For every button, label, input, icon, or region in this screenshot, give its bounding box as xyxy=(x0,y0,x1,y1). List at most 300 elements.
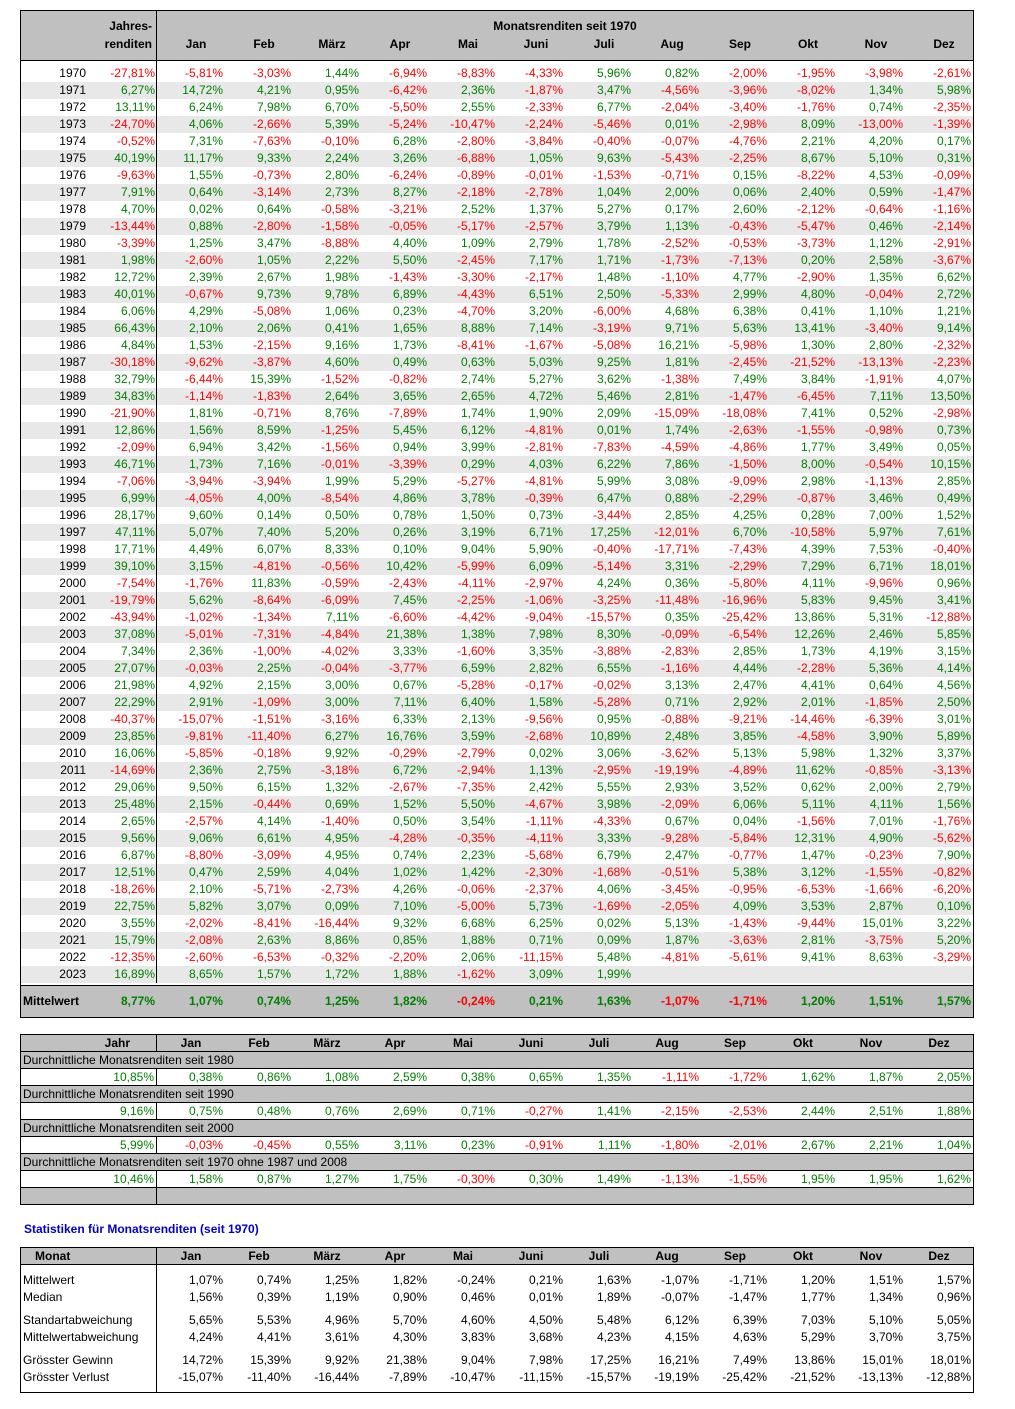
monthly-return-cell: 2,39% xyxy=(188,270,223,284)
monthly-return-cell: 1,73% xyxy=(800,644,835,658)
monthly-return-cell: 2,75% xyxy=(256,763,291,777)
monthly-return-cell: 0,64% xyxy=(868,678,903,692)
monthly-return-cell: 7,45% xyxy=(392,593,427,607)
monthly-return-cell: -3,40% xyxy=(864,321,903,335)
monthly-return-cell: 6,28% xyxy=(392,134,427,148)
monthly-return-cell: -2,45% xyxy=(728,355,767,369)
annual-return-cell: 66,43% xyxy=(114,321,155,335)
annual-return-cell: 22,75% xyxy=(114,899,155,913)
stats-value-cell: -0,07% xyxy=(660,1290,699,1304)
annual-return-cell: 27,07% xyxy=(114,661,155,675)
monthly-return-cell: -2,80% xyxy=(252,219,291,233)
month-header-6: Juli xyxy=(588,1249,610,1263)
monthly-return-cell: -0,82% xyxy=(388,372,427,386)
monthly-return-cell: -0,35% xyxy=(456,831,495,845)
monthly-return-cell: 4,95% xyxy=(324,831,359,845)
monthly-return-cell: -1,10% xyxy=(660,270,699,284)
monthly-return-cell: -0,89% xyxy=(456,168,495,182)
monthly-return-cell: -8,83% xyxy=(456,66,495,80)
monthly-return-cell: 6,25% xyxy=(528,916,563,930)
monthly-return-cell: 2,81% xyxy=(800,933,835,947)
monthly-return-cell: 1,30% xyxy=(800,338,835,352)
monthly-return-cell: 3,41% xyxy=(936,593,971,607)
monthly-return-cell: 4,20% xyxy=(868,134,903,148)
monthly-return-cell: 1,73% xyxy=(392,338,427,352)
monthly-return-cell: 6,12% xyxy=(460,423,495,437)
table-row xyxy=(21,745,973,762)
stats-value-cell: 9,04% xyxy=(460,1353,495,1367)
monthly-return-cell: 2,85% xyxy=(664,508,699,522)
monthly-return-cell: 3,33% xyxy=(392,644,427,658)
year-cell: 2019 xyxy=(59,899,86,913)
monthly-return-cell: -0,39% xyxy=(524,491,563,505)
monthly-return-cell: 1,53% xyxy=(188,338,223,352)
monthly-return-cell: 2,01% xyxy=(800,695,835,709)
average-month-cell: -1,55% xyxy=(728,1172,767,1186)
monthly-return-cell: -0,29% xyxy=(388,746,427,760)
monthly-return-cell: 3,33% xyxy=(596,831,631,845)
year-cell: 1995 xyxy=(59,491,86,505)
annual-return-cell: 6,27% xyxy=(120,83,155,97)
monthly-return-cell: -12,88% xyxy=(926,610,971,624)
monthly-return-cell: -9,04% xyxy=(524,610,563,624)
monthly-return-cell: -0,56% xyxy=(320,559,359,573)
monthly-return-cell: 7,41% xyxy=(800,406,835,420)
monthly-return-cell: 1,05% xyxy=(256,253,291,267)
stats-value-cell: 0,01% xyxy=(528,1290,563,1304)
monthly-return-cell: 1,71% xyxy=(596,253,631,267)
monthly-return-cell: -5,98% xyxy=(728,338,767,352)
monthly-return-cell: 9,04% xyxy=(460,542,495,556)
annual-return-cell: 34,83% xyxy=(114,389,155,403)
monthly-return-cell: -2,91% xyxy=(932,236,971,250)
monthly-return-cell: 2,09% xyxy=(596,406,631,420)
monthly-return-cell: 17,25% xyxy=(590,525,631,539)
table-row xyxy=(21,575,973,592)
monthly-return-cell: -1,55% xyxy=(864,865,903,879)
annual-return-cell: -2,09% xyxy=(116,440,155,454)
monthly-return-cell: -2,29% xyxy=(728,491,767,505)
average-month-cell: -0,45% xyxy=(252,1138,291,1152)
monthly-return-cell: -6,42% xyxy=(388,83,427,97)
annual-return-cell: 29,06% xyxy=(114,780,155,794)
monthly-return-cell: 4,92% xyxy=(188,678,223,692)
monthly-return-cell: -0,54% xyxy=(864,457,903,471)
monthly-return-cell: 0,64% xyxy=(256,202,291,216)
average-month-cell: 1,41% xyxy=(596,1104,631,1118)
monthly-return-cell: -4,67% xyxy=(524,797,563,811)
monthly-return-cell: -1,13% xyxy=(864,474,903,488)
monthly-return-cell: 2,59% xyxy=(256,865,291,879)
monthly-return-cell: 0,10% xyxy=(392,542,427,556)
monthly-return-cell: 8,30% xyxy=(596,627,631,641)
monthly-return-cell: 5,10% xyxy=(868,151,903,165)
monthly-return-cell: -9,09% xyxy=(728,474,767,488)
monthly-return-cell: 5,97% xyxy=(868,525,903,539)
monthly-return-cell: 9,45% xyxy=(868,593,903,607)
month-header-11: Dez xyxy=(933,37,955,51)
monthly-return-cell: 6,27% xyxy=(324,729,359,743)
monthly-return-cell: -2,67% xyxy=(388,780,427,794)
monthly-return-cell: -3,84% xyxy=(524,134,563,148)
monthly-return-cell: -3,25% xyxy=(592,593,631,607)
stats-value-cell: 1,07% xyxy=(188,1273,223,1287)
monthly-return-cell: 7,29% xyxy=(800,559,835,573)
monthly-return-cell: -1,83% xyxy=(252,389,291,403)
table-row xyxy=(21,932,973,949)
year-cell: 2015 xyxy=(59,831,86,845)
table-row xyxy=(21,592,973,609)
monthly-return-cell: 3,85% xyxy=(732,729,767,743)
monthly-return-cell: 0,69% xyxy=(324,797,359,811)
monthly-return-cell: -0,53% xyxy=(728,236,767,250)
monthly-return-cell: -1,66% xyxy=(864,882,903,896)
monthly-return-cell: -2,63% xyxy=(728,423,767,437)
table-row xyxy=(21,949,973,966)
monthly-return-cell: 2,10% xyxy=(188,882,223,896)
monthly-return-cell: -9,96% xyxy=(864,576,903,590)
monthly-return-cell: -8,41% xyxy=(252,916,291,930)
monthly-return-cell: -2,23% xyxy=(932,355,971,369)
monthly-return-cell: 9,14% xyxy=(936,321,971,335)
table-row xyxy=(21,677,973,694)
month-header-3: Apr xyxy=(389,37,411,51)
month-header-2: März xyxy=(313,1249,341,1263)
table-row xyxy=(21,847,973,864)
monthly-return-cell: 1,44% xyxy=(324,66,359,80)
monthly-return-cell: 8,76% xyxy=(324,406,359,420)
monthly-return-cell: -6,45% xyxy=(796,389,835,403)
monthly-return-cell: -2,43% xyxy=(388,576,427,590)
monthly-return-cell: 21,38% xyxy=(386,627,427,641)
monthly-return-cell: 9,92% xyxy=(324,746,359,760)
monthly-return-cell: -9,56% xyxy=(524,712,563,726)
monthly-return-cell: 0,10% xyxy=(936,899,971,913)
monthly-return-cell: 10,42% xyxy=(386,559,427,573)
monthly-return-cell: 16,21% xyxy=(658,338,699,352)
monthly-return-cell: 2,36% xyxy=(188,763,223,777)
year-cell: 2017 xyxy=(59,865,86,879)
stats-value-cell: 15,01% xyxy=(862,1353,903,1367)
year-cell: 1988 xyxy=(59,372,86,386)
monthly-return-cell: -0,40% xyxy=(932,542,971,556)
stats-value-cell: -19,19% xyxy=(654,1370,699,1384)
stats-value-cell: 18,01% xyxy=(930,1353,971,1367)
average-month-cell: -1,11% xyxy=(661,1070,699,1084)
stats-value-cell: 5,48% xyxy=(596,1313,631,1327)
monthly-return-cell: 2,72% xyxy=(936,287,971,301)
monthly-return-cell: 0,36% xyxy=(664,576,699,590)
monthly-return-cell: -2,05% xyxy=(660,899,699,913)
annual-return-cell: 3,55% xyxy=(120,916,155,930)
monthly-return-cell: 4,49% xyxy=(188,542,223,556)
monthly-return-cell: -3,94% xyxy=(184,474,223,488)
year-cell: 1975 xyxy=(59,151,86,165)
monthly-return-cell: -1,55% xyxy=(796,423,835,437)
monthly-return-cell: 2,06% xyxy=(256,321,291,335)
monthly-return-cell: -1,39% xyxy=(932,117,971,131)
monthly-return-cell: -3,29% xyxy=(932,950,971,964)
monthly-return-cell: -2,14% xyxy=(932,219,971,233)
annual-return-cell: 46,71% xyxy=(114,457,155,471)
monthly-return-cell: 5,83% xyxy=(800,593,835,607)
monthly-return-cell: 6,71% xyxy=(528,525,563,539)
average-month-cell: 0,55% xyxy=(324,1138,359,1152)
month-header-7: Aug xyxy=(660,37,684,51)
monthly-return-cell: -4,84% xyxy=(320,627,359,641)
month-header-3: Apr xyxy=(384,1036,406,1050)
year-cell: 1997 xyxy=(59,525,86,539)
monthly-return-cell: 2,48% xyxy=(664,729,699,743)
stats-value-cell: -0,24% xyxy=(456,1273,495,1287)
table-row xyxy=(21,915,973,932)
monthly-return-cell: -14,46% xyxy=(790,712,835,726)
monthly-return-cell: 6,77% xyxy=(596,100,631,114)
annual-return-cell: 7,91% xyxy=(120,185,155,199)
table-row xyxy=(21,405,973,422)
monthly-return-cell: -1,67% xyxy=(524,338,563,352)
monthly-return-cell: 3,59% xyxy=(460,729,495,743)
monthly-return-cell: 0,74% xyxy=(392,848,427,862)
average-month-cell: 1,27% xyxy=(324,1172,359,1186)
monthly-return-cell: 0,26% xyxy=(392,525,427,539)
monthly-return-cell: 1,38% xyxy=(460,627,495,641)
monthly-return-cell: -4,28% xyxy=(388,831,427,845)
annual-returns-label-line1: Jahres- xyxy=(109,19,152,33)
monthly-return-cell: 0,63% xyxy=(460,355,495,369)
monthly-return-cell: -0,05% xyxy=(388,219,427,233)
stats-value-cell: 4,23% xyxy=(596,1330,631,1344)
monthly-return-cell: 6,55% xyxy=(596,661,631,675)
monthly-return-cell: -2,60% xyxy=(184,950,223,964)
monthly-return-cell: 2,92% xyxy=(732,695,767,709)
monthly-return-cell: -2,24% xyxy=(524,117,563,131)
monthly-return-cell: -0,59% xyxy=(320,576,359,590)
monthly-return-cell: -0,67% xyxy=(184,287,223,301)
average-section-title: Durchnittliche Monatsrenditen seit 1970 ohne 1987 und 2008 xyxy=(21,1154,973,1171)
stats-value-cell: 1,77% xyxy=(800,1290,835,1304)
monthly-return-cell: -8,22% xyxy=(796,168,835,182)
year-cell: 1986 xyxy=(59,338,86,352)
monthly-return-cell: -11,40% xyxy=(247,729,291,743)
monthly-return-cell: 5,63% xyxy=(732,321,767,335)
average-month-cell: -2,15% xyxy=(660,1104,699,1118)
monthly-return-cell: -15,07% xyxy=(178,712,223,726)
monthly-return-cell: -2,29% xyxy=(728,559,767,573)
monthly-return-cell: 3,26% xyxy=(392,151,427,165)
monthly-return-cell: -3,98% xyxy=(864,66,903,80)
monthly-return-cell: -8,88% xyxy=(320,236,359,250)
monthly-return-cell: 4,19% xyxy=(868,644,903,658)
table-row xyxy=(21,320,973,337)
monthly-return-cell: -6,09% xyxy=(320,593,359,607)
year-cell: 1982 xyxy=(59,270,86,284)
year-cell: 2016 xyxy=(59,848,86,862)
monthly-return-cell: 5,31% xyxy=(868,610,903,624)
stats-label: Standartabweichung xyxy=(23,1313,133,1327)
monthly-return-cell: -6,60% xyxy=(388,610,427,624)
monthly-return-cell: -4,33% xyxy=(524,66,563,80)
monthly-return-cell: 3,47% xyxy=(596,83,631,97)
monthly-return-cell: -10,58% xyxy=(790,525,835,539)
mean-month-cell: 0,74% xyxy=(256,994,291,1008)
monthly-return-cell: -17,71% xyxy=(654,542,699,556)
monthly-return-cell: -2,33% xyxy=(524,100,563,114)
average-month-cell: 0,38% xyxy=(460,1070,495,1084)
monthly-return-cell: -6,44% xyxy=(184,372,223,386)
monthly-return-cell: -3,16% xyxy=(320,712,359,726)
monthly-return-cell: 5,48% xyxy=(596,950,631,964)
monthly-return-cell: -4,81% xyxy=(660,950,699,964)
stats-table xyxy=(20,1247,974,1393)
average-annual-cell: 10,46% xyxy=(21,1171,157,1187)
average-month-cell: 1,35% xyxy=(596,1070,631,1084)
annual-return-cell: -21,90% xyxy=(110,406,155,420)
monthly-return-cell: 3,99% xyxy=(460,440,495,454)
month-header-9: Okt xyxy=(792,1036,813,1050)
year-cell: 1996 xyxy=(59,508,86,522)
monthly-returns-body xyxy=(21,61,973,983)
stats-value-cell: 1,34% xyxy=(868,1290,903,1304)
monthly-return-cell: 2,99% xyxy=(732,287,767,301)
monthly-return-cell: -2,80% xyxy=(456,134,495,148)
monthly-return-cell: 6,09% xyxy=(528,559,563,573)
year-cell: 2004 xyxy=(59,644,86,658)
monthly-return-cell: 8,65% xyxy=(188,967,223,981)
monthly-return-cell: 0,85% xyxy=(392,933,427,947)
annual-return-cell: -19,79% xyxy=(110,593,155,607)
annual-return-cell: -18,26% xyxy=(110,882,155,896)
table-row xyxy=(21,643,973,660)
monthly-return-cell: 8,27% xyxy=(392,185,427,199)
annual-return-cell: 4,70% xyxy=(120,202,155,216)
stats-value-cell: 5,05% xyxy=(936,1313,971,1327)
monthly-return-cell: 2,63% xyxy=(256,933,291,947)
monthly-return-cell: 9,71% xyxy=(664,321,699,335)
monthly-return-cell: 5,11% xyxy=(801,797,835,811)
monthly-return-cell: -1,00% xyxy=(252,644,291,658)
table-row xyxy=(21,337,973,354)
year-cell: 2013 xyxy=(59,797,86,811)
table-row xyxy=(21,694,973,711)
monthly-return-cell: 2,47% xyxy=(732,678,767,692)
monthly-return-cell: 3,62% xyxy=(596,372,631,386)
monthly-return-cell: -5,80% xyxy=(728,576,767,590)
monthly-return-cell: -1,09% xyxy=(252,695,291,709)
average-month-cell: 1,62% xyxy=(800,1070,835,1084)
stats-value-cell: 0,74% xyxy=(256,1273,291,1287)
stats-value-cell: 3,70% xyxy=(868,1330,903,1344)
stats-value-cell: -11,15% xyxy=(519,1370,563,1384)
annual-return-cell: -7,06% xyxy=(116,474,155,488)
monthly-return-cell: 7,86% xyxy=(664,457,699,471)
monthly-return-cell: 2,25% xyxy=(256,661,291,675)
monthly-return-cell: 3,65% xyxy=(392,389,427,403)
year-cell: 2007 xyxy=(59,695,86,709)
monthly-return-cell: 2,24% xyxy=(324,151,359,165)
monthly-return-cell xyxy=(837,966,905,983)
table-row xyxy=(21,167,973,184)
monthly-return-cell: -2,68% xyxy=(524,729,563,743)
monthly-return-cell: 9,50% xyxy=(188,780,223,794)
monthly-return-cell: -4,11% xyxy=(525,831,563,845)
average-month-cell: 3,11% xyxy=(393,1138,427,1152)
annual-return-cell: 12,86% xyxy=(114,423,155,437)
annual-return-cell: 1,98% xyxy=(120,253,155,267)
annual-return-cell: -30,18% xyxy=(110,355,155,369)
monthly-return-cell: 2,50% xyxy=(596,287,631,301)
monthly-return-cell: -3,94% xyxy=(252,474,291,488)
monthly-return-cell: 0,47% xyxy=(188,865,223,879)
table-row xyxy=(21,286,973,303)
annual-return-cell: 23,85% xyxy=(114,729,155,743)
monthly-return-cell: -0,23% xyxy=(864,848,903,862)
monthly-return-cell: 3,07% xyxy=(256,899,291,913)
monthly-return-cell: 3,22% xyxy=(936,916,971,930)
year-cell: 1990 xyxy=(59,406,86,420)
monthly-return-cell: 7,53% xyxy=(868,542,903,556)
annual-return-cell: 12,51% xyxy=(114,865,155,879)
month-header-6: Juli xyxy=(593,37,615,51)
year-cell: 2021 xyxy=(59,933,86,947)
year-cell: 1983 xyxy=(59,287,86,301)
stats-value-cell: 3,83% xyxy=(460,1330,495,1344)
monthly-return-cell: 3,37% xyxy=(936,746,971,760)
month-header-7: Aug xyxy=(655,1249,679,1263)
monthly-return-cell: 7,40% xyxy=(256,525,291,539)
monthly-return-cell: -1,73% xyxy=(660,253,699,267)
monthly-return-cell: -1,69% xyxy=(592,899,631,913)
annual-return-cell: 6,87% xyxy=(120,848,155,862)
stats-value-cell: 17,25% xyxy=(590,1353,631,1367)
monthly-return-cell: -2,12% xyxy=(796,202,835,216)
stats-title: Statistiken für Monatsrenditen (seit 1970) xyxy=(24,1222,259,1236)
monthly-return-cell: 2,80% xyxy=(324,168,359,182)
monthly-return-cell: -5,14% xyxy=(592,559,631,573)
mean-month-cell: 1,07% xyxy=(188,994,223,1008)
monthly-return-cell: -1,47% xyxy=(932,185,971,199)
monthly-return-cell: -2,28% xyxy=(796,661,835,675)
monthly-returns-table xyxy=(20,10,974,1018)
monthly-return-cell: -4,81% xyxy=(252,559,291,573)
average-month-cell: -0,91% xyxy=(524,1138,563,1152)
stats-value-cell: 6,12% xyxy=(664,1313,699,1327)
month-header-6: Juli xyxy=(588,1036,610,1050)
year-cell: 1972 xyxy=(59,100,86,114)
monthly-return-cell: 6,94% xyxy=(188,440,223,454)
monthly-return-cell: -21,52% xyxy=(790,355,835,369)
monthly-return-cell: -11,48% xyxy=(655,593,699,607)
table-row xyxy=(21,99,973,116)
stats-value-cell: -10,47% xyxy=(450,1370,495,1384)
year-cell: 1976 xyxy=(59,168,86,182)
annual-return-cell: 28,17% xyxy=(114,508,155,522)
average-month-cell: 1,58% xyxy=(188,1172,223,1186)
monthly-return-cell: -1,56% xyxy=(320,440,359,454)
average-values-row xyxy=(21,1103,973,1120)
monthly-return-cell: 5,29% xyxy=(392,474,427,488)
month-header-11: Dez xyxy=(928,1249,950,1263)
monthly-return-cell: 0,96% xyxy=(936,576,971,590)
monthly-return-cell: -1,62% xyxy=(456,967,495,981)
year-cell: 1985 xyxy=(59,321,86,335)
monthly-return-cell: 0,35% xyxy=(664,610,699,624)
monthly-return-cell: -4,43% xyxy=(456,287,495,301)
month-header-7: Aug xyxy=(655,1036,679,1050)
month-header-9: Okt xyxy=(797,37,818,51)
monthly-return-cell: 1,99% xyxy=(596,967,631,981)
stats-value-cell: -12,88% xyxy=(926,1370,971,1384)
